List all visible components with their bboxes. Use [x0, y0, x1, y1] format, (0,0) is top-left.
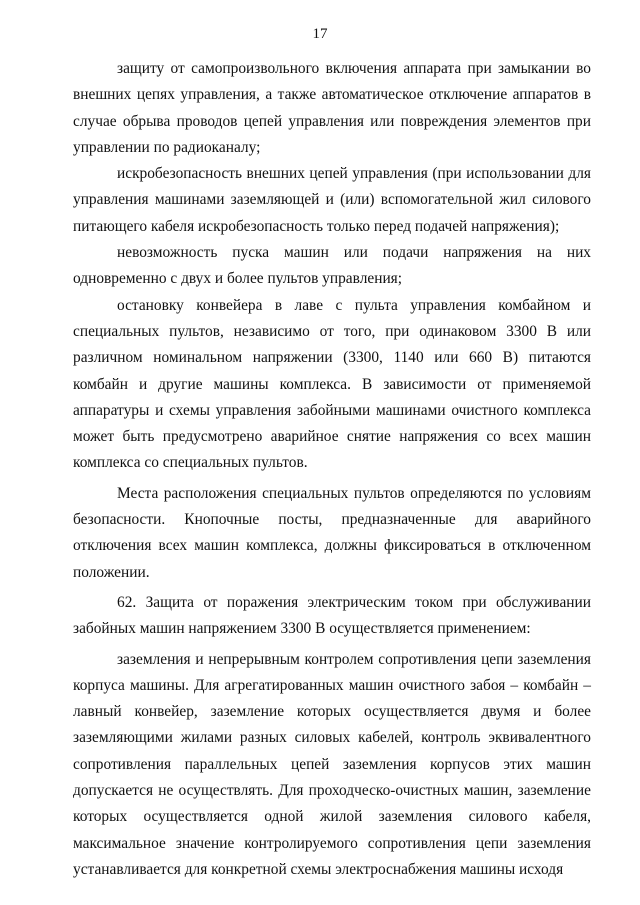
page-number: 17 [312, 26, 328, 42]
paragraph: остановку конвейера в лаве с пульта управления комбайном и специальных пультов, независимо от того, при одинаковом 3300 В или различном номинальном напряжении (3300, 1140 или 660 В) питаются комбайн и другие машины комплекса. В зависимости от применяемой аппаратуры и схемы управления забойными машинами очистного комплекса может быть предусмотрено аварийное снятие напряжения со всех машин комплекса со специальных пультов. [73, 296, 591, 472]
document-body [73, 56, 591, 883]
paragraph: 62. Защита от поражения электрическим током при обслуживании забойных машин напряжением 3300 В осуществляется применением: [73, 593, 591, 638]
paragraph: защиту от самопроизвольного включения аппарата при замыкании во внешних цепях управления, а также автоматическое отключение аппаратов в случае обрыва проводов цепей управления или повреждения элементов при управлении по радиоканалу; [73, 60, 591, 156]
paragraph: заземления и непрерывным контролем сопротивления цепи заземления корпуса машины. Для агрегатированных машин очистного забоя – комбайн – лавный конвейер, заземление которых осуществляется двумя и более заземляющими жилами разных силовых кабелей, контроль эквивалентного сопротивления параллельных цепей заземления корпусов этих машин допускается не осуществлять. Для проходческо-очистных машин, заземление которых осуществляется одной жилой заземления силового кабеля, максимальное значение контролируемого сопротивления цепи заземления устанавливается для конкретной схемы электроснабжения машины исходя [73, 650, 591, 878]
paragraph: невозможность пуска машин или подачи напряжения на них одновременно с двух и более пультов управления; [73, 244, 591, 288]
paragraph: искробезопасность внешних цепей управления (при использовании для управления машинами заземляющей и (или) вспомогательной жил силового питающего кабеля искробезопасность только перед подачей напряжения); [73, 165, 591, 235]
paragraph: Места расположения специальных пультов определяются по условиям безопасности. Кнопочные посты, предназначенные для аварийного отключения всех машин комплекса, должны фиксироваться в отключенном положении. [73, 484, 591, 581]
